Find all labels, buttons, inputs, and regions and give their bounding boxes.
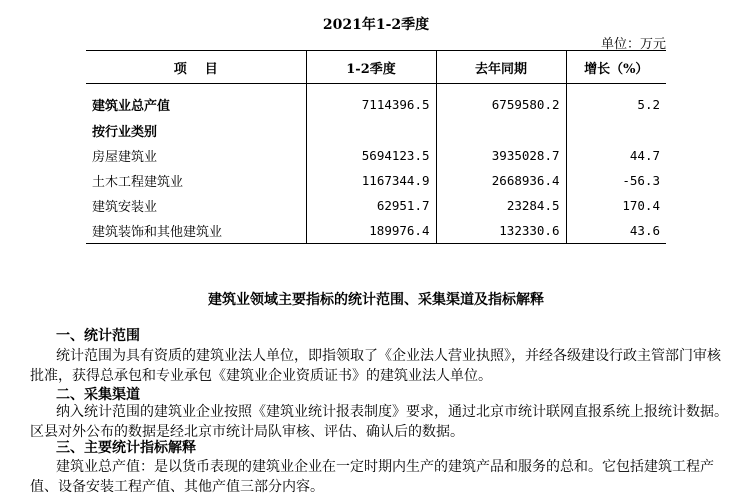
table-row (86, 193, 666, 218)
header-item: 项 目 (86, 51, 306, 84)
table-row (86, 143, 666, 168)
row-growth (566, 118, 666, 143)
row-growth: 170.4 (566, 193, 666, 218)
statistics-table (86, 50, 666, 244)
row-growth: 43.6 (566, 218, 666, 244)
row-current: 5694123.5 (306, 143, 436, 168)
row-current: 62951.7 (306, 193, 436, 218)
table-title: 2021年1-2季度 (322, 17, 430, 33)
section-heading-scope: 一、统计范围 (56, 328, 140, 344)
row-label: 建筑装饰和其他建筑业 (86, 218, 306, 244)
table-row (86, 84, 666, 119)
row-label: 房屋建筑业 (92, 150, 158, 165)
section-text-channel: 纳入统计范围的建筑业企业按照《建筑业统计报表制度》要求，通过北京市统计联网直报系统上报统计数据。区县对外公布的数据是经北京市统计局队审核、评估、确认后的数据。 (30, 404, 728, 440)
unit-label: 单位：万元 (600, 37, 666, 52)
table-row (86, 168, 666, 193)
section-heading-channel: 二、采集渠道 (56, 387, 140, 403)
notes-title: 建筑业领域主要指标的统计范围、采集渠道及指标解释 (208, 292, 544, 308)
row-current (306, 118, 436, 143)
row-label: 土木工程建筑业 (92, 175, 184, 190)
table-row (86, 118, 666, 143)
table-header-row (86, 51, 666, 84)
row-prior: 6759580.2 (436, 84, 566, 119)
row-growth: 5.2 (566, 84, 666, 119)
header-growth: 增长（%） (566, 51, 666, 84)
row-growth: -56.3 (566, 168, 666, 193)
row-prior: 3935028.7 (436, 143, 566, 168)
row-prior: 2668936.4 (436, 168, 566, 193)
row-label: 按行业类别 (92, 125, 158, 140)
row-current: 7114396.5 (306, 84, 436, 119)
table-row (86, 218, 666, 244)
row-label: 建筑安装业 (92, 200, 158, 215)
row-prior: 132330.6 (436, 218, 566, 244)
row-current: 1167344.9 (306, 168, 436, 193)
row-label: 建筑业总产值 (92, 98, 171, 114)
row-prior: 23284.5 (436, 193, 566, 218)
row-current: 189976.4 (306, 218, 436, 244)
row-prior (436, 118, 566, 143)
section-text-scope: 统计范围为具有资质的建筑业法人单位，即指领取了《企业法人营业执照》，并经各级建设行政主管部门审核批准，获得总承包和专业承包《建筑业企业资质证书》的建筑业法人单位。 (30, 348, 721, 384)
row-growth: 44.7 (566, 143, 666, 168)
section-heading-indicators: 三、主要统计指标解释 (56, 440, 196, 456)
header-prior: 去年同期 (436, 51, 566, 84)
header-current: 1-2季度 (306, 51, 436, 84)
section-text-indicators: 建筑业总产值：是以货币表现的建筑业企业在一定时期内生产的建筑产品和服务的总和。它包括建筑工程产值、设备安装工程产值、其他产值三部分内容。 (30, 459, 714, 495)
